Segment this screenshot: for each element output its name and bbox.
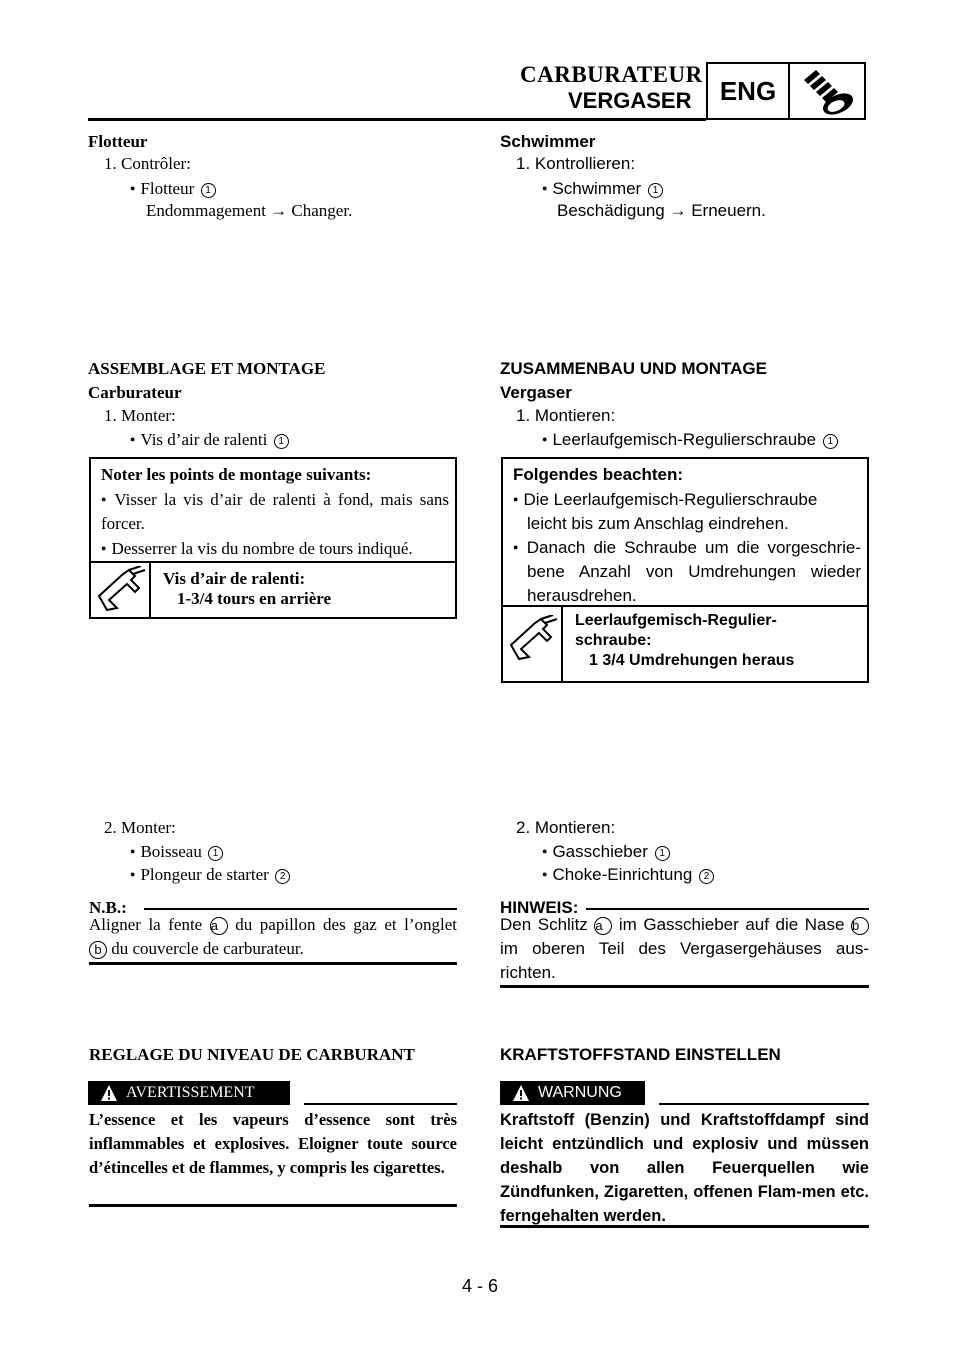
bullet [130,865,140,884]
header-rule [88,118,706,121]
fr-fuel-level-heading: REGLAGE DU NIVEAU DE CARBURANT [89,1045,415,1064]
de-starter-plunger-label: Choke-Einrichtung [552,865,693,884]
callout-1: 1 [274,434,289,449]
de-spec-label-1: Leerlaufgemisch-Regulier- [575,612,777,629]
fr-note-bullet-2-text: Desserrer la vis du nombre de tours indiqué. [111,539,413,558]
fr-warning-text: L’essence et les vapeurs d’essence sont très inflammables et explosives. Eloigner toute source d’étincelles et de flammes, y compris les cigarettes. [89,1110,457,1177]
fr-float-item [130,176,216,201]
screw-icon [790,64,864,118]
de-fuel-level-heading: KRAFTSTOFFSTAND EINSTELLEN [500,1045,781,1064]
callout-a: a [594,917,612,935]
callout-b: b [851,917,869,935]
callout-1: 1 [823,434,838,449]
de-warning-label: WARNUNG [538,1084,622,1101]
callout-2: 2 [699,869,714,884]
fr-note-box [89,457,457,619]
divider [586,908,869,910]
callout-1: 1 [208,846,223,861]
fr-spec-label: Vis d’air de ralenti: [163,569,306,588]
de-spec-value: 1 3/4 Umdrehungen heraus [589,652,795,669]
fr-nb-label: N.B.: [89,898,127,917]
header-title-fr: CARBURATEUR [520,62,703,87]
divider [500,1225,869,1228]
fr-assembly-heading: ASSEMBLAGE ET MONTAGE [88,359,326,378]
de-note-bullet-1 [513,487,861,536]
de-mount1: 1. Montieren: [516,406,616,425]
de-throttle-valve-label: Gasschieber [552,842,648,861]
fr-spec-value: 1-3/4 tours en arrière [177,589,332,608]
wrench-spec-icon [95,566,147,614]
divider [144,908,457,910]
callout-1: 1 [201,183,216,198]
de-float-damage: Beschädigung → Erneuern. [557,201,766,220]
de-step1: 1. Kontrollieren: [516,154,636,173]
fr-carb-heading: Carburateur [88,383,182,402]
bullet [130,179,140,198]
fr-starter-plunger-item [130,862,290,887]
de-nb-text-a: Den Schlitz [500,915,588,934]
page-number: 4 - 6 [461,1276,499,1296]
fr-throttle-valve-item [130,839,223,864]
de-float-heading: Schwimmer [500,132,596,151]
de-spec-label-2: schraube: [575,632,652,649]
fr-nb-text-c: du couvercle de carburateur. [111,939,304,958]
bullet [513,538,527,557]
header-title-de: VERGASER [568,88,692,113]
de-nb-text [500,913,869,985]
divider [500,985,869,988]
divider [659,1103,869,1105]
divider [503,605,867,607]
bullet [130,842,140,861]
callout-1: 1 [648,183,663,198]
fr-step1: 1. Contrôler: [104,154,191,173]
fr-float-damage: Endommagement → Changer. [146,201,353,220]
bullet [542,865,552,884]
fr-warning-tag [88,1081,290,1105]
divider [561,607,563,681]
fr-mount2: 2. Monter: [104,818,176,837]
warning-triangle-icon [512,1084,530,1102]
divider [91,561,455,563]
de-nb-label: HINWEIS: [500,898,579,917]
bullet [130,430,140,449]
bullet [513,490,523,509]
de-float-item [542,176,663,201]
callout-1: 1 [655,846,670,861]
fr-note-title: Noter les points de montage suivants: [101,465,372,484]
callout-a: a [210,917,228,935]
bullet [542,842,552,861]
section-badge [706,62,866,120]
callout-2: 2 [275,869,290,884]
de-pilot-air-screw-label: Leerlaufgemisch-Regulierschraube [552,430,817,449]
fr-float-heading: Flotteur [88,132,148,151]
fr-nb-text-a: Aligner la fente [89,915,203,934]
de-carb-heading: Vergaser [500,383,572,402]
de-assembly-heading: ZUSAMMENBAU UND MONTAGE [500,359,767,378]
callout-b: b [89,941,107,959]
fr-float-label: Flotteur [140,179,195,198]
fr-throttle-valve-label: Boisseau [140,842,202,861]
de-warning-tag [500,1081,645,1105]
de-mount2: 2. Montieren: [516,818,616,837]
wrench-spec-icon [507,615,559,663]
fr-warning-banner [88,1081,290,1105]
bullet [101,539,111,558]
fr-warning-label: AVERTISSEMENT [126,1084,255,1101]
fr-nb-text-b: du papillon des gaz et l’onglet [235,915,457,934]
divider [149,563,151,617]
fr-starter-plunger-label: Plongeur de starter [140,865,269,884]
de-note-bullet-1-text: Die Leerlaufgemisch-Regulierschraube leicht bis zum Anschlag eindrehen. [523,490,818,533]
de-nb-text-c: im oberen Teil des Vergasergehäuses aus-richten. [500,939,869,982]
divider [89,962,457,965]
fr-pilot-air-screw-label: Vis d’air de ralenti [140,430,268,449]
de-starter-plunger-item [542,862,714,887]
bullet [101,490,114,509]
fr-note-bullet-1 [101,487,449,536]
fr-note-bullet-1-text: Visser la vis d’air de ralenti à fond, mais sans forcer. [101,490,449,533]
fr-mount1: 1. Monter: [104,406,176,425]
de-pilot-air-screw-item [542,427,838,452]
de-float-label: Schwimmer [552,179,642,198]
de-note-box [501,457,869,683]
de-warning-text: Kraftstoff (Benzin) und Kraftstoffdampf sind leicht entzündlich und explosiv und müssen deshalb von allen Feuerquellen wie Zündfunken, Zigaretten, offenen Flam-men etc. ferngehalten werden. [500,1111,869,1225]
fr-note-bullet-2 [101,536,449,561]
divider [89,1204,457,1207]
de-note-bullet-2 [513,535,861,608]
warning-triangle-icon [100,1084,118,1102]
bullet [542,179,552,198]
de-throttle-valve-item [542,839,670,864]
divider [304,1103,457,1105]
fr-pilot-air-screw-item [130,427,289,452]
section-label: ENG [708,64,790,118]
bullet [542,430,552,449]
de-note-title: Folgendes beachten: [513,465,684,484]
de-note-bullet-2-text: Danach die Schraube um die vorgeschrie-bene Anzahl von Umdrehungen wieder herausdrehen. [526,538,861,605]
fr-nb-line-1 [89,913,457,937]
de-warning-banner [500,1081,645,1105]
fr-nb-line-2 [89,937,304,961]
de-nb-text-b: im Gasschieber auf die Nase [618,915,845,934]
